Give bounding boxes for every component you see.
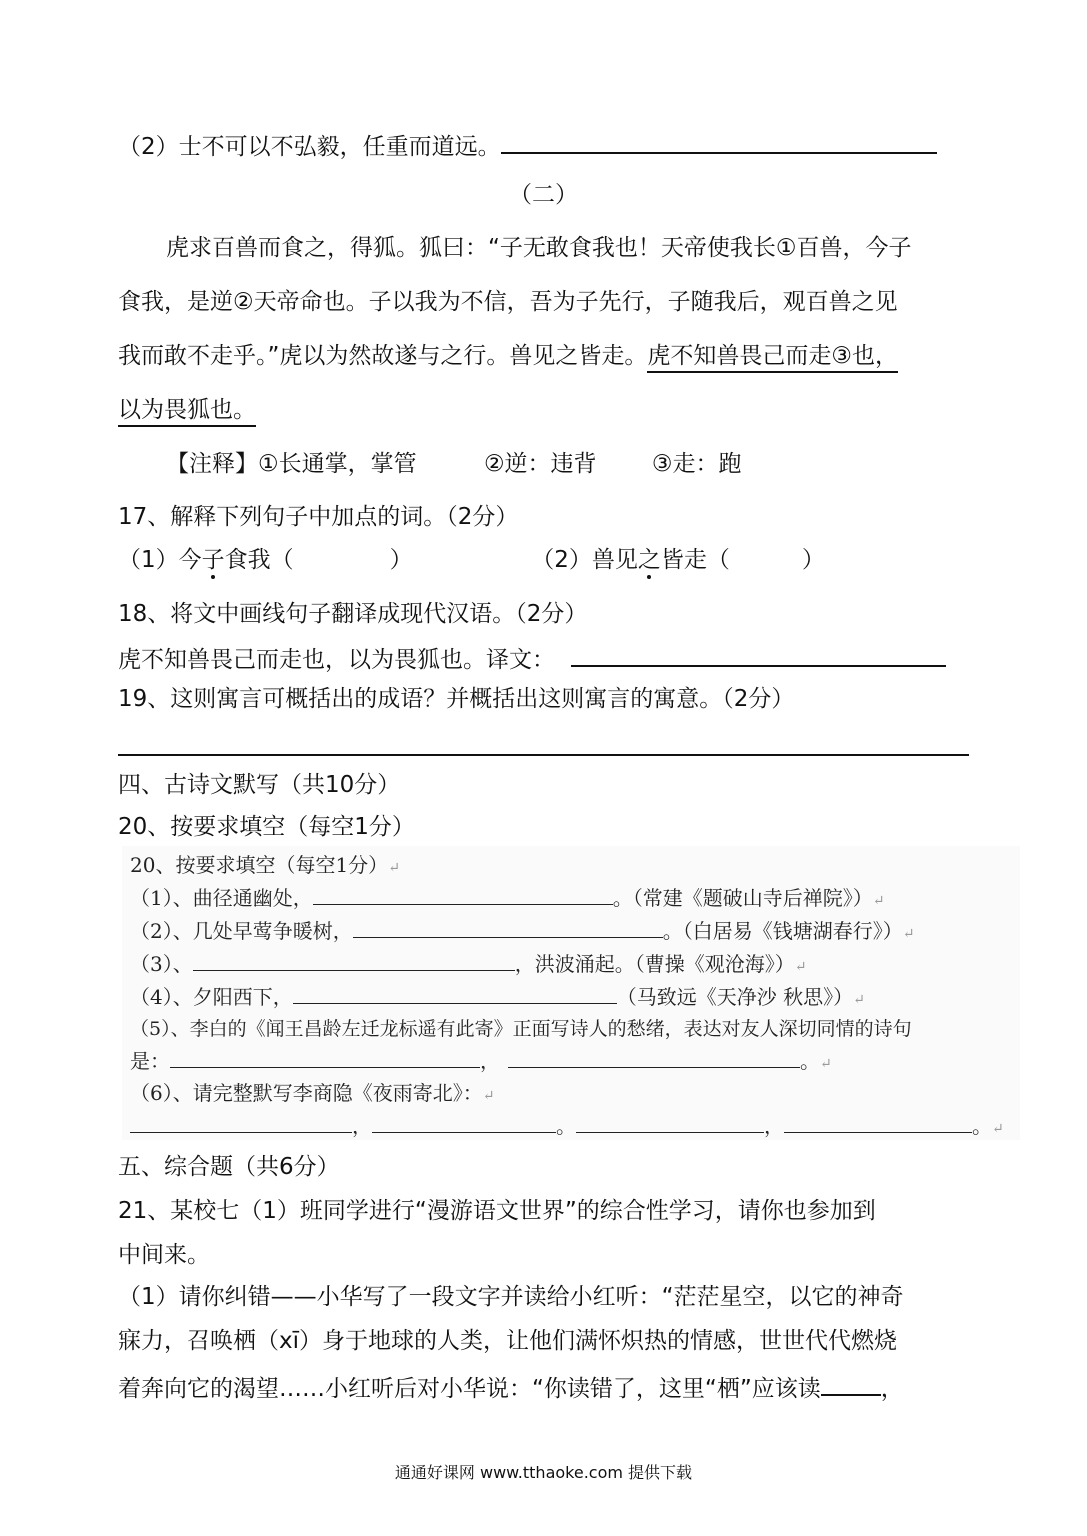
q20-title: 20、按要求填空（每空1分）: [118, 814, 415, 840]
answer-line[interactable]: [118, 754, 969, 756]
passage-line-4: [118, 395, 256, 425]
passage-line-3: 我而敢不走乎。”虎以为然故遂与之行。兽见之皆走。虎不知兽畏己而走③也，: [118, 341, 898, 371]
fill-blank[interactable]: [170, 1047, 480, 1068]
fill-blank[interactable]: [130, 1112, 352, 1133]
section-heading-five: 五、综合题（共6分）: [118, 1154, 340, 1180]
scan-item-3: （3）、 ，洪波涌起。（曹操《观沧海》）↵: [130, 952, 807, 976]
q21-line-1: 21、某校七（1）班同学进行“漫游语文世界”的综合性学习，请你也参加到: [118, 1198, 876, 1224]
q21-line-4: 寐力，召唤栖（xī）身于地球的人类，让他们满怀炽热的情感，世世代代燃烧: [118, 1328, 898, 1354]
fill-blank[interactable]: [193, 950, 515, 971]
scan-item-5: （5）、李白的《闻王昌龄左迁龙标遥有此寄》正面写诗人的愁绪，表达对友人深切同情的诗句: [130, 1018, 912, 1040]
section-heading-two: （二）: [509, 182, 578, 208]
scan-item-6-answer: ， 。 ， 。↵: [130, 1112, 1004, 1142]
underlined-sentence: 虎不知兽畏己而走③也，: [647, 343, 898, 373]
scan-item-4: （4）、夕阳西下， （马致远《天净沙 秋思》）↵: [130, 985, 865, 1009]
scan-title: 20、按要求填空（每空1分）↵: [130, 853, 400, 877]
scanned-fill-in-image: [122, 846, 1020, 1140]
fill-blank[interactable]: [293, 983, 617, 1004]
answer-blank[interactable]: [821, 1370, 881, 1396]
scan-item-6: （6）、请完整默写李商隐《夜雨寄北》：↵: [130, 1081, 495, 1105]
q17-items: （1）今子食我（ ） （2）兽见之皆走（ ）: [118, 547, 825, 573]
fill-blank[interactable]: [508, 1047, 800, 1068]
scan-item-2: （2）、几处早莺争暖树， 。（白居易《钱塘湖春行》）↵: [130, 919, 915, 943]
fill-blank[interactable]: [313, 884, 613, 905]
dotted-word: 子: [201, 547, 225, 573]
fill-blank[interactable]: [353, 917, 663, 938]
section-heading-four: 四、古诗文默写（共10分）: [118, 772, 401, 798]
annotation-notes: 【注释】①长通掌，掌管 ②逆：违背 ③走：跑: [166, 451, 742, 477]
scan-item-1: （1）、曲径通幽处， 。（常建《题破山寺后禅院》）↵: [130, 886, 885, 910]
passage-line-2: 食我，是逆②天帝命也。子以我为不信，吾为子先行，子随我后，观百兽之见: [118, 289, 898, 315]
q19-title: 19、这则寓言可概括出的成语？并概括出这则寓言的寓意。（2分）: [118, 686, 795, 712]
scan-item-5-answer: 是： ， 。↵: [130, 1049, 832, 1073]
q17-title: 17、解释下列句子中加点的词。（2分）: [118, 504, 519, 530]
q18-sentence: 虎不知兽畏己而走也，以为畏狐也。译文：: [118, 641, 946, 675]
q18-title: 18、将文中画线句子翻译成现代汉语。（2分）: [118, 601, 588, 627]
fill-blank[interactable]: [784, 1112, 972, 1133]
q21-line-3: （1）请你纠错——小华写了一段文字并读给小红听：“茫茫星空，以它的神奇: [118, 1284, 904, 1310]
fill-blank[interactable]: [372, 1112, 556, 1133]
dotted-word: 之: [637, 547, 661, 573]
passage-line-1: 虎求百兽而食之，得狐。狐曰：“子无敢食我也！天帝使我长①百兽，今子: [166, 235, 912, 261]
q16-item-2: （2）士不可以不弘毅，任重而道远。: [118, 128, 937, 162]
fill-blank[interactable]: [576, 1112, 764, 1133]
underlined-sentence-end: 以为畏狐也。: [118, 397, 256, 427]
answer-blank[interactable]: [571, 641, 946, 667]
q21-line-5: 着奔向它的渴望……小红听后对小华说：“你读错了，这里“栖”应该读 ，: [118, 1370, 904, 1404]
answer-blank[interactable]: [501, 128, 937, 154]
q21-line-2: 中间来。: [118, 1242, 210, 1268]
page-footer: 通通好课网 www.tthaoke.com 提供下载: [394, 1463, 693, 1482]
